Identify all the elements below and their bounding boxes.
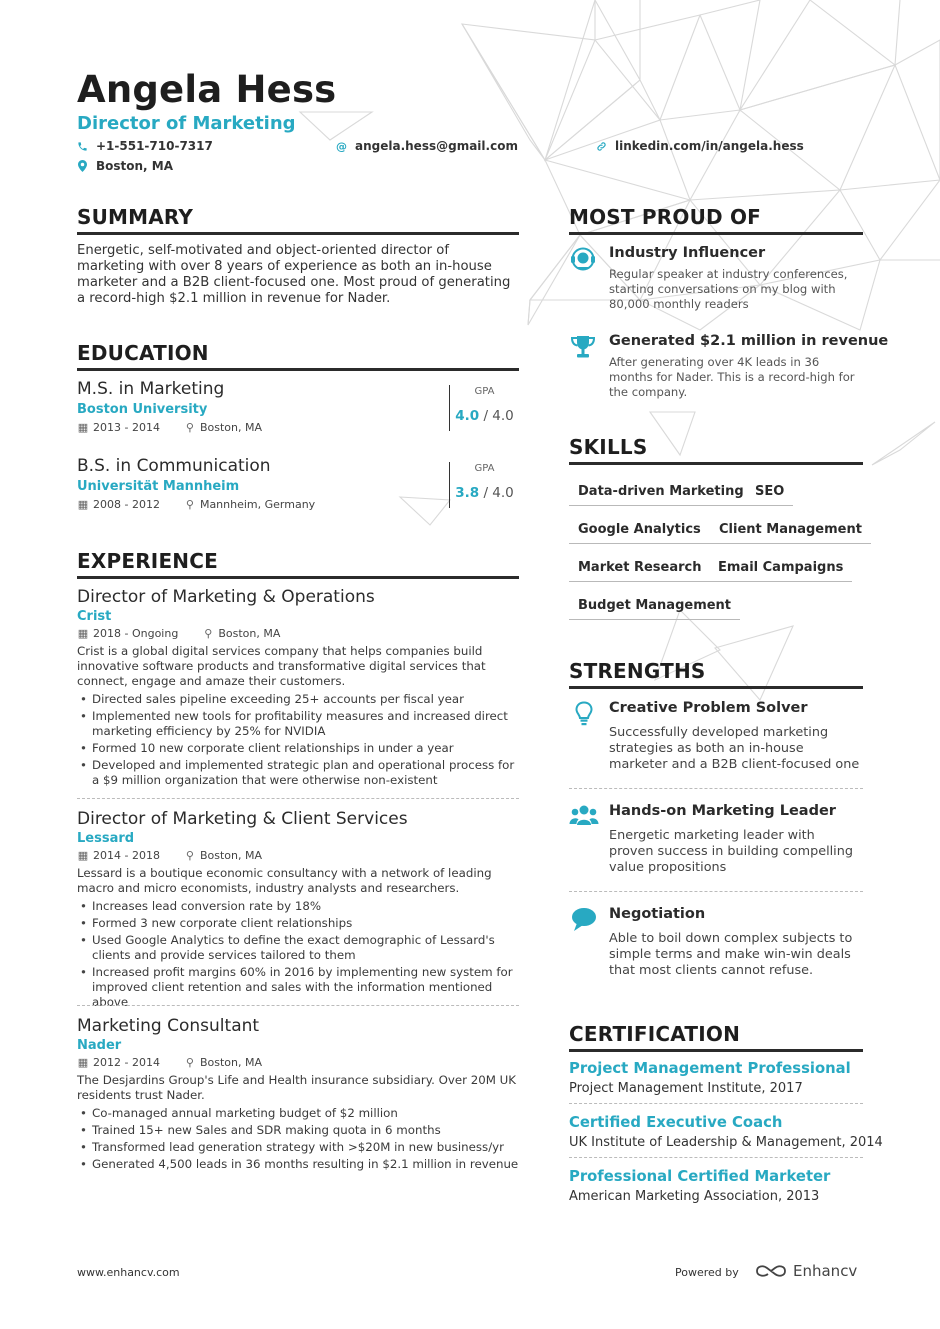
job-bullets bbox=[77, 1106, 519, 1172]
summary-text: Energetic, self-motivated and object-oriented director of marketing with over 8 years of experience as both an in-house marketer and a B2B client-focused one. Most proud of generating a record-high $2.1 million in revenue for Nader. bbox=[77, 243, 511, 306]
job-bullet: • Transformed lead generation strategy with >$20M in new business/yr bbox=[77, 1140, 519, 1155]
education-entry bbox=[77, 456, 519, 518]
job-bullet: • Developed and implemented strategic plan and operational process for a $9 million organization that were otherwise non-existent bbox=[77, 758, 519, 788]
company-name: Lessard bbox=[77, 831, 135, 846]
contact-location bbox=[77, 159, 173, 173]
calendar-icon: ▦ bbox=[77, 627, 89, 640]
job-meta bbox=[77, 1056, 519, 1069]
job-bullet: • Trained 15+ new Sales and SDR making quota in 6 months bbox=[77, 1123, 519, 1138]
job-dates: 2012 - 2014 bbox=[93, 1056, 160, 1069]
certification-org: Project Management Institute, 2017 bbox=[569, 1081, 803, 1096]
gpa-box bbox=[449, 462, 519, 508]
certification-org: American Marketing Association, 2013 bbox=[569, 1189, 820, 1204]
gpa-label: GPA bbox=[474, 463, 495, 474]
gpa-score: 4.0 bbox=[455, 408, 480, 424]
certification-org: UK Institute of Leadership & Management, 2014 bbox=[569, 1135, 883, 1150]
certification-item bbox=[569, 1114, 883, 1150]
job-description: Lessard is a boutique economic consultancy with a network of leading macro and micro economists, industry analysts and researchers. bbox=[77, 866, 492, 895]
calendar-icon: ▦ bbox=[77, 498, 89, 511]
map-pin-icon: ⚲ bbox=[185, 421, 194, 434]
experience-entry bbox=[77, 809, 519, 1012]
proud-item bbox=[569, 333, 889, 403]
job-dates: 2018 - Ongoing bbox=[93, 627, 179, 640]
strength-item bbox=[569, 803, 863, 883]
experience-entry bbox=[77, 1016, 519, 1174]
skill-tag: Market Research bbox=[569, 560, 711, 582]
job-dates: 2014 - 2018 bbox=[93, 849, 160, 862]
experience-entry bbox=[77, 587, 519, 790]
team-icon bbox=[569, 803, 599, 831]
contact-phone bbox=[77, 139, 213, 153]
job-location: Boston, MA bbox=[199, 1056, 262, 1069]
phone-icon bbox=[77, 141, 88, 152]
certification-title: Project Management Professional bbox=[569, 1060, 851, 1077]
job-title: Director of Marketing & Client Services bbox=[77, 809, 408, 829]
job-description: Crist is a global digital services company that helps companies build innovative software products and transformative digital services that connect, engage and amaze their customers. bbox=[77, 644, 486, 688]
skill-tag: Client Management bbox=[710, 522, 871, 544]
map-pin-icon: ⚲ bbox=[204, 627, 213, 640]
job-bullets bbox=[77, 899, 519, 1010]
speech-bubble-icon bbox=[569, 906, 599, 934]
strength-divider bbox=[569, 788, 863, 789]
footer-powered-by: Powered by bbox=[675, 1266, 739, 1279]
linkedin-text[interactable]: linkedin.com/in/angela.hess bbox=[615, 139, 804, 153]
strength-description: Successfully developed marketing strategies as both an in-house marketer and a B2B client-focused one bbox=[609, 725, 860, 772]
lightbulb-icon bbox=[569, 700, 599, 728]
candidate-role: Director of Marketing bbox=[77, 113, 296, 134]
gpa-score: 3.8 bbox=[455, 485, 480, 501]
trophy-icon bbox=[569, 333, 597, 361]
job-bullet: • Implemented new tools for profitability measures and increased direct marketing efficiency by 25% for NVIDIA bbox=[77, 709, 519, 739]
skill-tag: Budget Management bbox=[569, 598, 740, 620]
map-pin-icon bbox=[77, 160, 88, 172]
entry-divider bbox=[77, 798, 519, 799]
gpa-label: GPA bbox=[474, 386, 495, 397]
company-name: Crist bbox=[77, 609, 112, 624]
calendar-icon: ▦ bbox=[77, 421, 89, 434]
skills-section-title: SKILLS bbox=[569, 435, 863, 465]
job-meta bbox=[77, 627, 519, 640]
footer-website-link[interactable]: www.enhancv.com bbox=[77, 1266, 180, 1279]
proud-title: Generated $2.1 million in revenue bbox=[609, 333, 889, 349]
gpa-max: / 4.0 bbox=[483, 408, 514, 424]
degree-name: M.S. in Marketing bbox=[77, 379, 225, 399]
gpa-value bbox=[450, 485, 519, 501]
skill-tag: SEO bbox=[746, 484, 793, 506]
job-meta bbox=[77, 849, 519, 862]
proud-description: Regular speaker at industry conferences, starting conversations on my blog with 80,000 monthly readers bbox=[609, 267, 848, 311]
school-name: Universität Mannheim bbox=[77, 479, 240, 494]
brand-name: Enhancv bbox=[793, 1262, 858, 1280]
school-name: Boston University bbox=[77, 402, 208, 417]
skill-tag: Google Analytics bbox=[569, 522, 710, 544]
job-bullet: • Used Google Analytics to define the exact demographic of Lessard's clients and provide services tailored to them bbox=[77, 933, 519, 963]
education-location: Mannheim, Germany bbox=[199, 498, 316, 511]
strength-description: Energetic marketing leader with proven success in building compelling value propositions bbox=[609, 828, 853, 875]
strength-title: Hands-on Marketing Leader bbox=[609, 803, 836, 819]
headset-icon bbox=[569, 245, 597, 273]
strength-item bbox=[569, 700, 863, 780]
contact-linkedin[interactable] bbox=[596, 139, 804, 153]
proud-section-title: MOST PROUD OF bbox=[569, 205, 863, 235]
calendar-icon: ▦ bbox=[77, 1056, 89, 1069]
job-location: Boston, MA bbox=[218, 627, 281, 640]
degree-name: B.S. in Communication bbox=[77, 456, 271, 476]
education-dates: 2008 - 2012 bbox=[93, 498, 160, 511]
strength-divider bbox=[569, 891, 863, 892]
job-bullet: • Formed 3 new corporate client relationships bbox=[77, 916, 519, 931]
job-bullet: • Increases lead conversion rate by 18% bbox=[77, 899, 519, 914]
certification-divider bbox=[569, 1103, 863, 1104]
skill-tag: Email Campaigns bbox=[709, 560, 852, 582]
map-pin-icon: ⚲ bbox=[185, 849, 194, 862]
strength-item bbox=[569, 906, 863, 986]
job-description: The Desjardins Group's Life and Health insurance subsidiary. Over 20M UK residents trust Nader. bbox=[77, 1073, 517, 1102]
job-title: Director of Marketing & Operations bbox=[77, 587, 375, 607]
education-section-title: EDUCATION bbox=[77, 341, 519, 371]
email-text[interactable]: angela.hess@gmail.com bbox=[355, 139, 518, 153]
contact-email[interactable] bbox=[336, 139, 518, 153]
education-entry bbox=[77, 379, 519, 441]
job-bullet: • Co-managed annual marketing budget of $2 million bbox=[77, 1106, 519, 1121]
strength-title: Creative Problem Solver bbox=[609, 700, 808, 716]
education-dates: 2013 - 2014 bbox=[93, 421, 160, 434]
phone-text: +1-551-710-7317 bbox=[96, 139, 213, 153]
job-location: Boston, MA bbox=[199, 849, 262, 862]
strengths-section-title: STRENGTHS bbox=[569, 659, 863, 689]
job-bullet: • Directed sales pipeline exceeding 25+ accounts per fiscal year bbox=[77, 692, 519, 707]
job-title: Marketing Consultant bbox=[77, 1016, 260, 1036]
at-icon: @ bbox=[336, 139, 347, 153]
certification-title: Certified Executive Coach bbox=[569, 1114, 783, 1131]
certification-section-title: CERTIFICATION bbox=[569, 1022, 863, 1052]
company-name: Nader bbox=[77, 1038, 122, 1053]
skill-tag: Data-driven Marketing bbox=[569, 484, 753, 506]
location-text: Boston, MA bbox=[96, 159, 174, 173]
enhancv-logo-icon bbox=[755, 1263, 787, 1279]
proud-description: After generating over 4K leads in 36 months for Nader. This is a record-high for the company. bbox=[609, 355, 855, 399]
map-pin-icon: ⚲ bbox=[185, 498, 194, 511]
proud-title: Industry Influencer bbox=[609, 245, 766, 261]
job-bullets bbox=[77, 692, 519, 788]
job-bullet: • Increased profit margins 60% in 2016 by implementing new system for improved client retention and sales with the information mentioned above bbox=[77, 965, 519, 1010]
gpa-value bbox=[450, 408, 519, 424]
gpa-max: / 4.0 bbox=[483, 485, 514, 501]
education-location: Boston, MA bbox=[199, 421, 262, 434]
strength-description: Able to boil down complex subjects to simple terms and make win-win deals that most clients cannot refuse. bbox=[609, 931, 853, 978]
proud-item bbox=[569, 245, 863, 315]
certification-item bbox=[569, 1060, 863, 1096]
certification-item bbox=[569, 1168, 863, 1204]
job-bullet: • Generated 4,500 leads in 36 months resulting in $2.1 million in revenue bbox=[77, 1157, 519, 1172]
certification-divider bbox=[569, 1157, 863, 1158]
map-pin-icon: ⚲ bbox=[185, 1056, 194, 1069]
job-bullet: • Formed 10 new corporate client relationships in under a year bbox=[77, 741, 519, 756]
link-icon bbox=[596, 141, 607, 152]
brand-logo[interactable] bbox=[755, 1262, 857, 1280]
certification-title: Professional Certified Marketer bbox=[569, 1168, 831, 1185]
entry-divider bbox=[77, 1005, 519, 1006]
candidate-name: Angela Hess bbox=[77, 68, 337, 111]
summary-section-title: SUMMARY bbox=[77, 205, 519, 235]
calendar-icon: ▦ bbox=[77, 849, 89, 862]
experience-section-title: EXPERIENCE bbox=[77, 549, 519, 579]
strength-title: Negotiation bbox=[609, 906, 706, 922]
gpa-box bbox=[449, 385, 519, 431]
